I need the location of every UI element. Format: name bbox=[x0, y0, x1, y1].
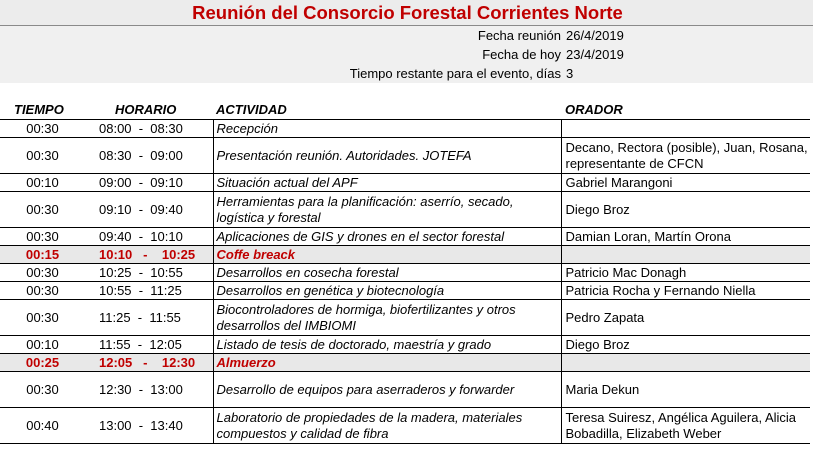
cell-orador: Teresa Suiresz, Angélica Aguilera, Alicia Bobadilla, Elizabeth Weber bbox=[561, 408, 810, 444]
cell-orador bbox=[561, 354, 810, 372]
table-header-row bbox=[0, 100, 810, 120]
table-row bbox=[0, 120, 810, 138]
meeting-info bbox=[0, 25, 813, 83]
table-row bbox=[0, 228, 810, 246]
cell-actividad: Situación actual del APF bbox=[213, 174, 561, 192]
col-header-orador: ORADOR bbox=[561, 100, 810, 120]
cell-orador: Decano, Rectora (posible), Juan, Rosana, representante de CFCN bbox=[561, 138, 810, 174]
cell-tiempo: 00:30 bbox=[0, 264, 85, 282]
col-header-actividad: ACTIVIDAD bbox=[213, 100, 561, 120]
cell-horario: 10:10 - 10:25 bbox=[85, 246, 213, 264]
info-row-fecha-reunion bbox=[0, 26, 813, 45]
cell-horario: 10:55 - 11:25 bbox=[85, 282, 213, 300]
info-label: Fecha de hoy bbox=[482, 47, 561, 62]
cell-horario: 12:05 - 12:30 bbox=[85, 354, 213, 372]
table-row bbox=[0, 192, 810, 228]
info-label: Fecha reunión bbox=[477, 28, 561, 43]
cell-tiempo: 00:10 bbox=[0, 174, 85, 192]
table-row bbox=[0, 336, 810, 354]
cell-horario: 11:55 - 12:05 bbox=[85, 336, 213, 354]
cell-actividad: Recepción bbox=[213, 120, 561, 138]
info-value: 23/4/2019 bbox=[566, 47, 624, 62]
cell-actividad: Coffe breack bbox=[213, 246, 561, 264]
info-value: 26/4/2019 bbox=[566, 28, 624, 43]
table-row-break bbox=[0, 246, 810, 264]
cell-horario: 13:00 - 13:40 bbox=[85, 408, 213, 444]
cell-tiempo: 00:30 bbox=[0, 372, 85, 408]
cell-actividad: Aplicaciones de GIS y drones en el sector forestal bbox=[213, 228, 561, 246]
cell-actividad: Biocontroladores de hormiga, biofertilizantes y otros desarrollos del IMBIOMI bbox=[213, 300, 561, 336]
cell-orador: Diego Broz bbox=[561, 336, 810, 354]
cell-tiempo: 00:10 bbox=[0, 336, 85, 354]
cell-horario: 10:25 - 10:55 bbox=[85, 264, 213, 282]
cell-tiempo: 00:30 bbox=[0, 120, 85, 138]
cell-actividad: Listado de tesis de doctorado, maestría y grado bbox=[213, 336, 561, 354]
cell-horario: 11:25 - 11:55 bbox=[85, 300, 213, 336]
cell-tiempo: 00:30 bbox=[0, 138, 85, 174]
cell-actividad: Presentación reunión. Autoridades. JOTEFA bbox=[213, 138, 561, 174]
table-row bbox=[0, 138, 810, 174]
cell-orador: Damian Loran, Martín Orona bbox=[561, 228, 810, 246]
cell-tiempo: 00:25 bbox=[0, 354, 85, 372]
info-row-tiempo-restante bbox=[0, 64, 813, 83]
cell-orador bbox=[561, 246, 810, 264]
cell-actividad: Laboratorio de propiedades de la madera, materiales compuestos y calidad de fibra bbox=[213, 408, 561, 444]
info-label: Tiempo restante para el evento, días bbox=[349, 66, 561, 81]
cell-tiempo: 00:30 bbox=[0, 228, 85, 246]
document-title bbox=[0, 0, 813, 25]
cell-orador: Diego Broz bbox=[561, 192, 810, 228]
table-row bbox=[0, 282, 810, 300]
table-row bbox=[0, 264, 810, 282]
col-header-tiempo: TIEMPO bbox=[0, 100, 85, 120]
cell-orador: Patricia Rocha y Fernando Niella bbox=[561, 282, 810, 300]
table-row-break bbox=[0, 354, 810, 372]
cell-actividad: Desarrollo de equipos para aserraderos y forwarder bbox=[213, 372, 561, 408]
col-header-horario: HORARIO bbox=[85, 100, 213, 120]
cell-horario: 09:40 - 10:10 bbox=[85, 228, 213, 246]
cell-horario: 08:30 - 09:00 bbox=[85, 138, 213, 174]
cell-tiempo: 00:30 bbox=[0, 300, 85, 336]
cell-horario: 09:00 - 09:10 bbox=[85, 174, 213, 192]
cell-actividad: Desarrollos en genética y biotecnología bbox=[213, 282, 561, 300]
cell-actividad: Desarrollos en cosecha forestal bbox=[213, 264, 561, 282]
cell-orador bbox=[561, 120, 810, 138]
table-row bbox=[0, 174, 810, 192]
info-row-fecha-hoy bbox=[0, 45, 813, 64]
cell-horario: 08:00 - 08:30 bbox=[85, 120, 213, 138]
table-row bbox=[0, 408, 810, 444]
cell-orador: Gabriel Marangoni bbox=[561, 174, 810, 192]
agenda-table bbox=[0, 100, 810, 444]
cell-horario: 12:30 - 13:00 bbox=[85, 372, 213, 408]
table-row bbox=[0, 300, 810, 336]
cell-tiempo: 00:40 bbox=[0, 408, 85, 444]
cell-orador: Patricio Mac Donagh bbox=[561, 264, 810, 282]
cell-tiempo: 00:15 bbox=[0, 246, 85, 264]
info-value: 3 bbox=[566, 66, 574, 81]
cell-horario: 09:10 - 09:40 bbox=[85, 192, 213, 228]
cell-orador: Maria Dekun bbox=[561, 372, 810, 408]
cell-orador: Pedro Zapata bbox=[561, 300, 810, 336]
table-row bbox=[0, 372, 810, 408]
cell-tiempo: 00:30 bbox=[0, 282, 85, 300]
cell-actividad: Almuerzo bbox=[213, 354, 561, 372]
cell-actividad: Herramientas para la planificación: aserrío, secado, logística y forestal bbox=[213, 192, 561, 228]
cell-tiempo: 00:30 bbox=[0, 192, 85, 228]
title-text: Reunión del Consorcio Forestal Corrientes Norte bbox=[192, 2, 623, 23]
